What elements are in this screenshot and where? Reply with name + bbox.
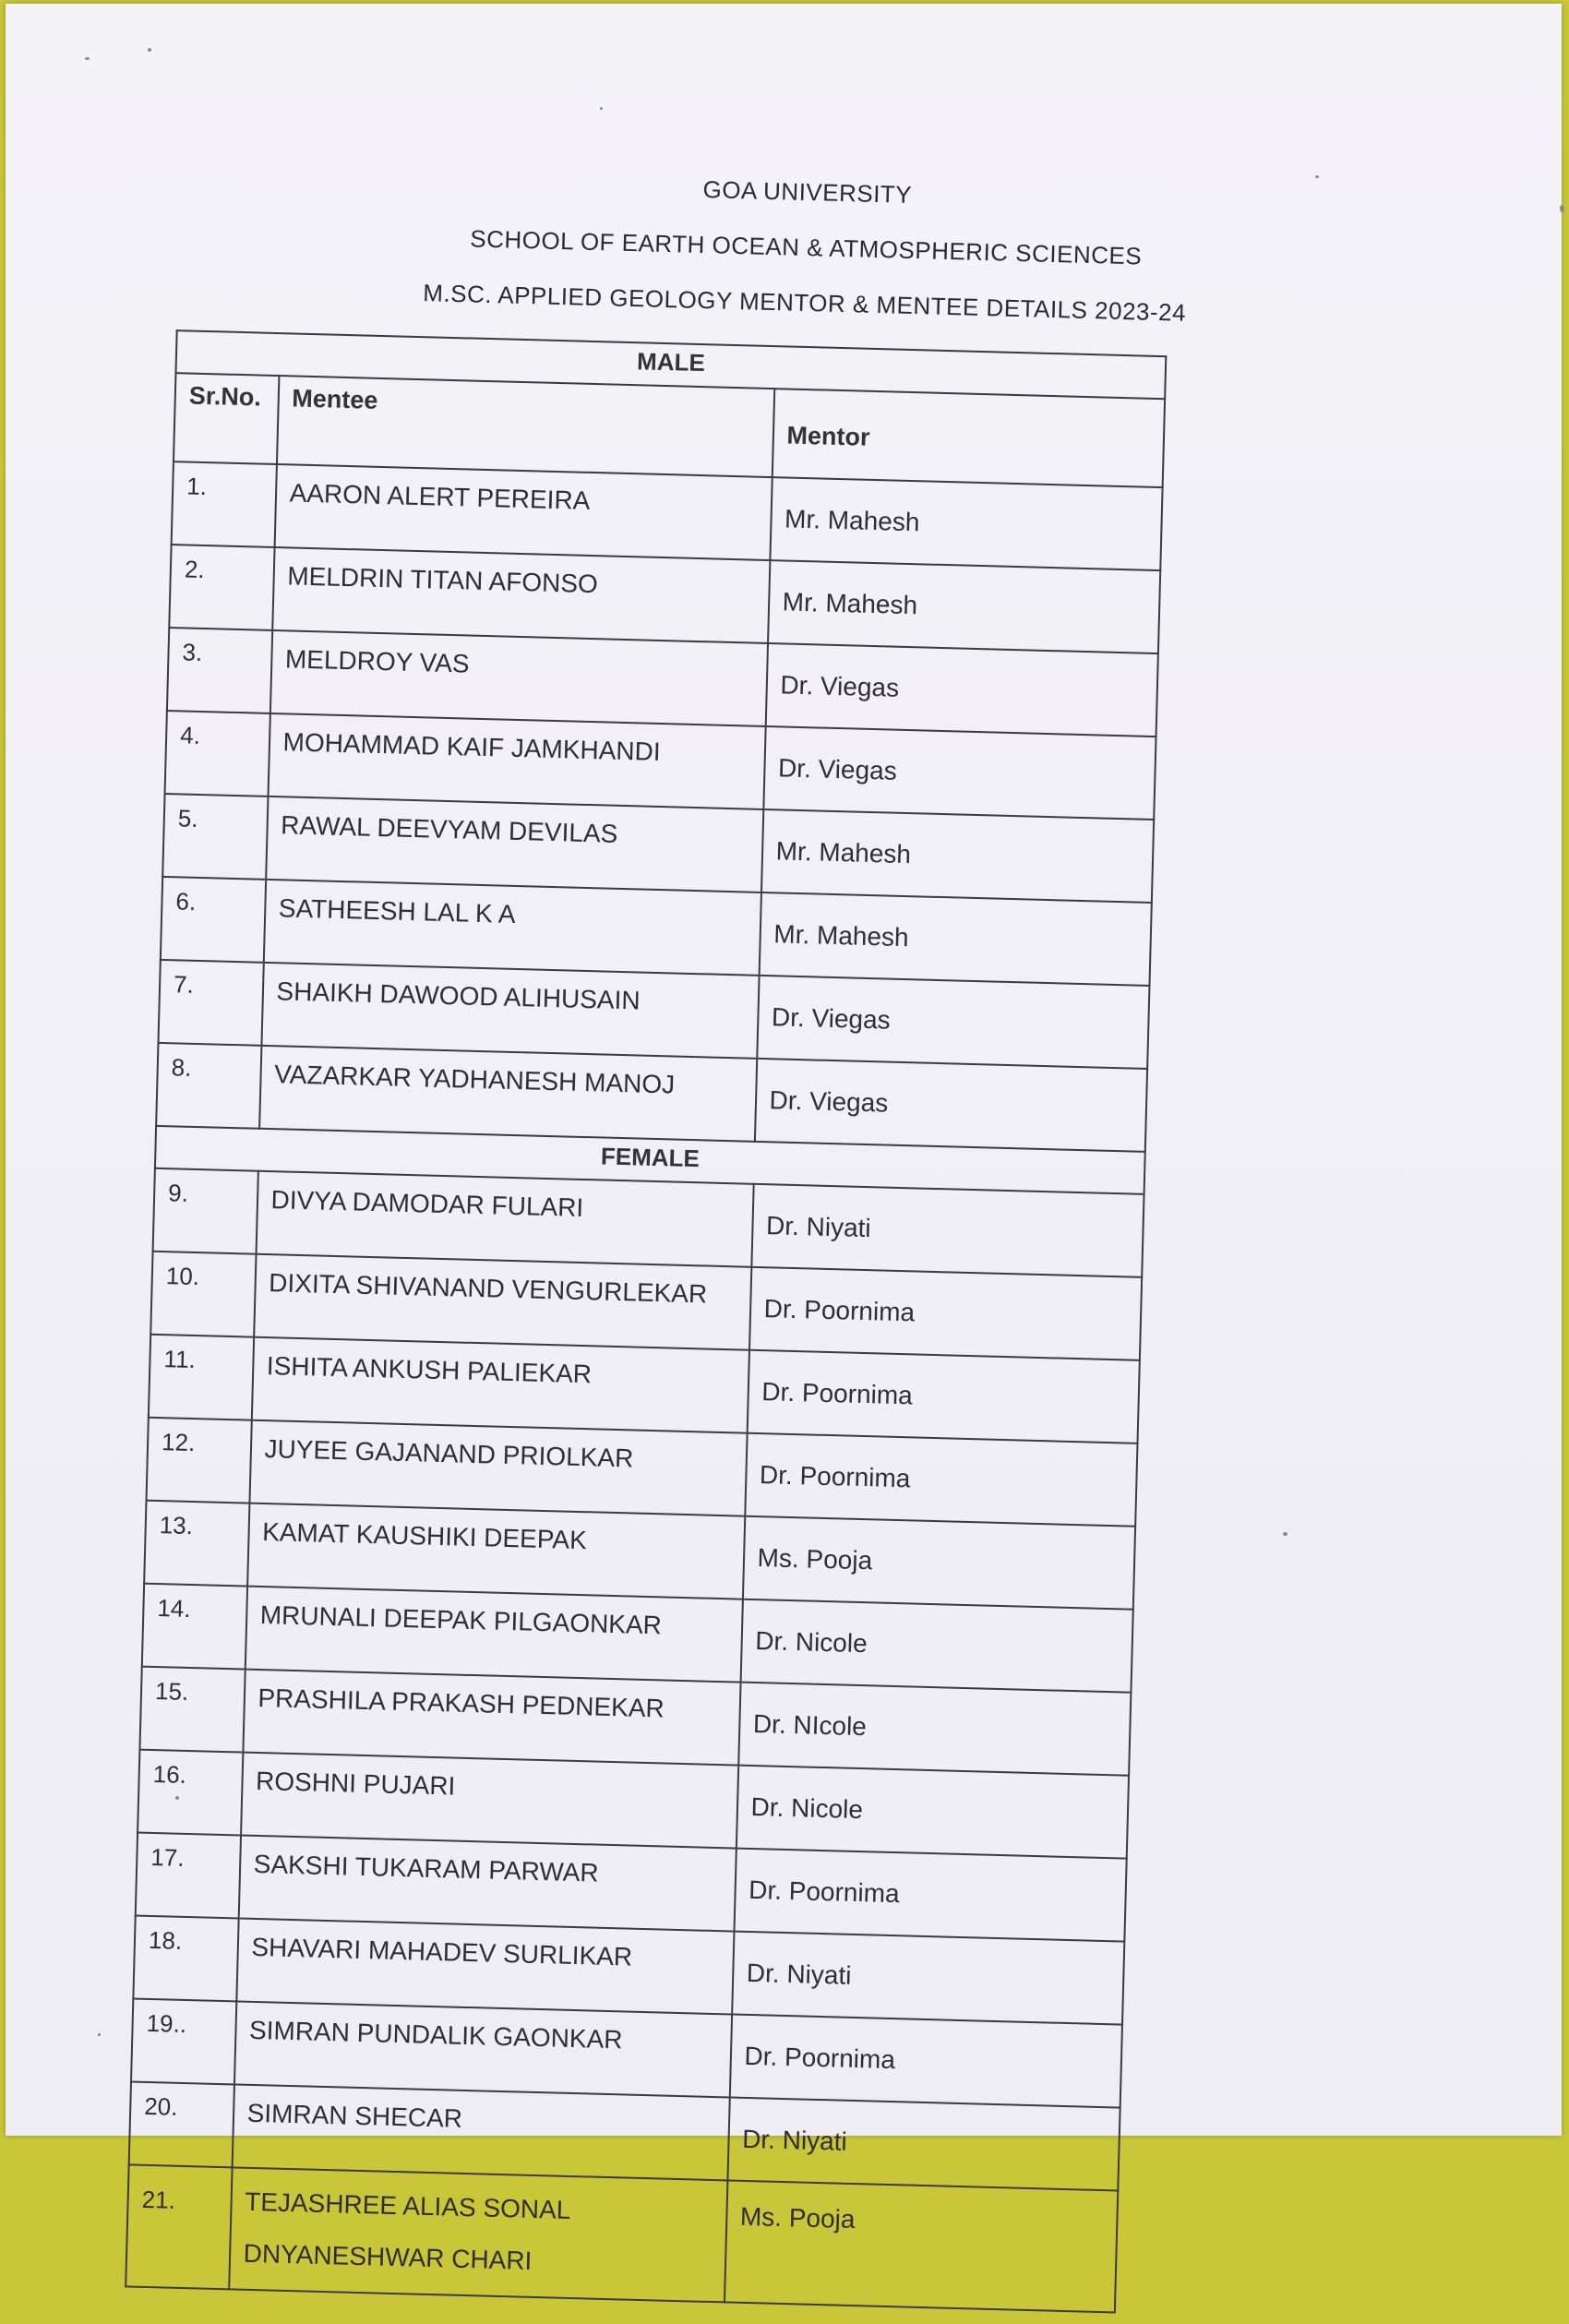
sr-number: 12.	[146, 1418, 251, 1503]
sr-number: 5.	[162, 794, 268, 880]
mentor-name: Dr. Niyati	[727, 2097, 1120, 2190]
mentee-name: RAWAL DEEVYAM DEVILAS	[266, 797, 763, 892]
mentor-mentee-table	[125, 329, 1167, 2313]
mentee-name: SIMRAN SHECAR	[232, 2084, 729, 2180]
mentor-name: Dr. Poornima	[745, 1433, 1138, 1527]
mentee-name: SAKSHI TUKARAM PARWAR	[238, 1836, 736, 1932]
sr-number: 7.	[158, 960, 263, 1046]
school-name: SCHOOL OF EARTH OCEAN & ATMOSPHERIC SCIENCES	[470, 224, 1143, 270]
mentor-name: Mr. Mahesh	[770, 477, 1163, 570]
mentee-name: AARON ALERT PEREIRA	[274, 464, 772, 560]
mentee-name: SHAIKH DAWOOD ALIHUSAIN	[261, 963, 759, 1059]
sr-number: 20.	[129, 2081, 234, 2167]
column-header-mentee: Mentee	[276, 376, 773, 477]
mentor-name: Dr. Niyati	[732, 1932, 1125, 2025]
mentor-name: Mr. Mahesh	[768, 560, 1161, 653]
mentee-name: MELDROY VAS	[269, 630, 767, 726]
mentor-name: Dr. Poornima	[749, 1267, 1143, 1360]
mentor-name: Dr. Poornima	[729, 2014, 1122, 2107]
mentor-name: Dr. Viegas	[757, 976, 1150, 1069]
table-row	[126, 2164, 1118, 2312]
mentee-name: ISHITA ANKUSH PALIEKAR	[251, 1337, 749, 1433]
sr-number: 9.	[153, 1168, 258, 1254]
mentee-name: MELDRIN TITAN AFONSO	[272, 547, 770, 643]
mentor-name: Dr. Poornima	[747, 1350, 1140, 1444]
mentee-name: SHAVARI MAHADEV SURLIKAR	[236, 1918, 734, 2014]
sr-number: 11.	[149, 1335, 254, 1420]
sr-number: 6.	[161, 877, 266, 963]
sr-number: 19..	[131, 1999, 236, 2085]
mentee-name: PRASHILA PRAKASH PEDNEKAR	[243, 1670, 740, 1766]
mentee-name: DIVYA DAMODAR FULARI	[256, 1171, 753, 1267]
mentor-name: Mr. Mahesh	[761, 809, 1155, 903]
sr-number: 17.	[136, 1833, 241, 1919]
scan-speck	[98, 2033, 101, 2036]
mentee-name: SATHEESH LAL K A	[263, 880, 761, 976]
sr-number: 18.	[133, 1916, 238, 2002]
mentee-name: KAMAT KAUSHIKI DEEPAK	[247, 1503, 745, 1599]
mentor-name: Mr. Mahesh	[759, 892, 1152, 986]
sr-number: 10.	[150, 1252, 256, 1337]
sr-number: 3.	[167, 628, 272, 713]
scan-speck	[85, 57, 90, 60]
scan-speck	[175, 1796, 179, 1800]
mentee-name: VAZARKAR YADHANESH MANOJ	[259, 1046, 757, 1142]
mentor-name: Dr. Nicole	[740, 1599, 1133, 1693]
document-headings	[342, 166, 1269, 356]
mentee-name: SIMRAN PUNDALIK GAONKAR	[234, 2001, 732, 2097]
mentee-name-line-2: DNYANESHWAR CHARI	[243, 2238, 533, 2275]
column-header-sr: Sr.No.	[174, 373, 279, 464]
mentor-name: Dr. Niyati	[751, 1184, 1144, 1277]
mentor-name: Dr. NIcole	[738, 1683, 1132, 1776]
sr-number: 4.	[165, 711, 270, 797]
document-title: M.SC. APPLIED GEOLOGY MENTOR & MENTEE DETAILS 2023-24	[422, 279, 1187, 327]
mentor-name: Dr. Viegas	[763, 726, 1156, 820]
scan-speck	[148, 48, 151, 52]
sr-number: 21.	[126, 2164, 232, 2289]
sr-number: 16.	[138, 1750, 243, 1836]
female-section-label: FEMALE	[155, 1126, 1145, 1194]
mentee-name: ROSHNI PUJARI	[241, 1753, 738, 1849]
sr-number: 8.	[156, 1043, 261, 1129]
scan-speck	[1560, 205, 1564, 212]
column-header-mentor: Mentor	[772, 389, 1165, 487]
sr-number: 2.	[169, 545, 274, 630]
mentor-name: Dr. Nicole	[736, 1766, 1129, 1859]
mentee-name: MRUNALI DEEPAK PILGAONKAR	[245, 1587, 742, 1683]
sr-number: 15.	[139, 1667, 245, 1753]
mentee-name: JUYEE GAJANAND PRIOLKAR	[249, 1420, 747, 1516]
sr-number: 14.	[142, 1584, 247, 1670]
mentee-name-line-1: TEJASHREE ALIAS SONAL	[244, 2186, 571, 2225]
scan-speck	[1315, 175, 1319, 178]
sr-number: 1.	[172, 461, 277, 547]
mentee-name	[229, 2167, 727, 2302]
mentee-name: DIXITA SHIVANAND VENGURLEKAR	[254, 1254, 751, 1350]
scan-speck	[1283, 1532, 1288, 1536]
mentor-name: Ms. Pooja	[742, 1516, 1135, 1610]
mentor-name: Dr. Poornima	[734, 1849, 1127, 1942]
mentor-name: Dr. Viegas	[765, 643, 1158, 737]
scan-speck	[600, 107, 603, 110]
sr-number: 13.	[144, 1501, 249, 1587]
university-name: GOA UNIVERSITY	[702, 175, 913, 209]
mentee-name: MOHAMMAD KAIF JAMKHANDI	[268, 713, 765, 809]
male-section-label: MALE	[175, 330, 1166, 399]
mentor-name: Dr. Viegas	[754, 1059, 1147, 1152]
mentor-name: Ms. Pooja	[725, 2180, 1119, 2312]
